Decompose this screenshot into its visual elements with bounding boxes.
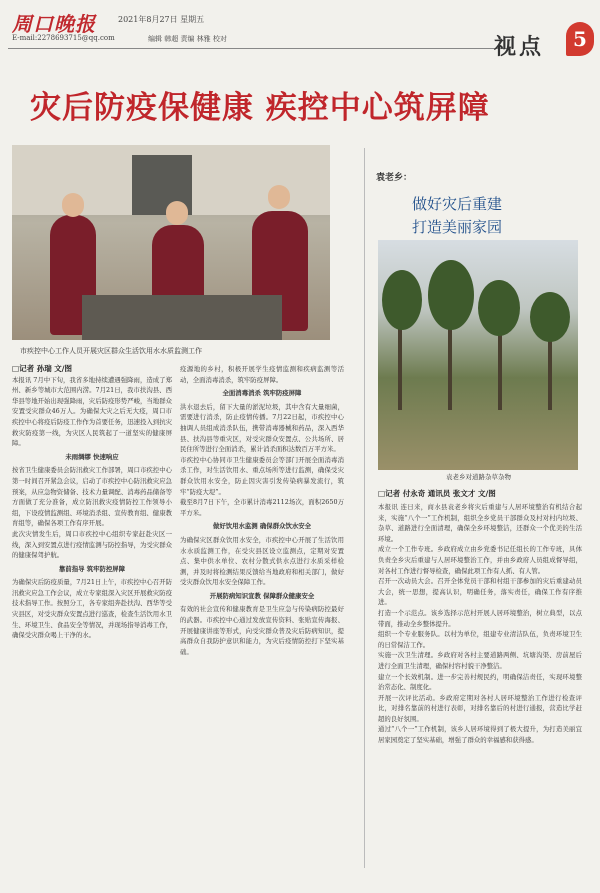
- article-column-1: [12, 364, 172, 864]
- paragraph: 洪水退去后，留下大量的淤泥垃圾，其中含有大量细菌，需要进行消杀，防止疫情传播。7月22日起，市疾控中心抽调人员组成消杀队伍，携带消毒器械和药品，深入西华县、扶沟县等重灾区，对受灾群众安置点、公共场所、居民住所等进行全面消杀，累计消杀面积达数百万平方米。: [180, 402, 344, 454]
- paragraph: 疫源地的乡村，积极开展学生疫情监测和疾病监测等活动，全面消毒消杀，筑牢防疫屏障。: [180, 365, 344, 384]
- subheading: 做好饮用水监测 确保群众饮水安全: [212, 522, 312, 531]
- paragraph: 召开一次动员大会。召开全体党员干部和村组干部参加的灾后重建动员大会，统一思想，提高认识，明确任务，落实责任，确保工作有序推进。: [378, 577, 582, 607]
- sidebar-title-line1: 做好灾后重建: [412, 195, 503, 213]
- paragraph: 本报讯 连日来，商水县袁老乡将灾后重建与人居环境整治有机结合起来，实施“八个一”工作机制，组织全乡党员干部群众及村对村内垃圾、杂草、道路进行全面清理，确保全乡环境整洁，还群众一个优美的生活环境。: [378, 503, 582, 543]
- paragraph: 有效的社会宣传和健康教育是卫生应急与传染病防控最好的武器。市疾控中心通过发放宣传资料、张贴宣传海报、开展健康讲座等形式，向受灾群众普及灾后防病知识，提高群众自我防护意识和能力，为灾后疫情防控打下坚实基础。: [180, 605, 344, 656]
- paragraph: 按省卫生健康委员会防汛救灾工作部署，周口市疾控中心第一时间召开紧急会议，启动了市疾控中心防汛救灾应急预案，从应急物资储备、技术力量调配、消毒药品储备等方面做了充分准备，成立防汛救灾疫情防控工作领导小组，下设疫情监测组、环境消杀组、宣传教育组、健康教育组等，确保各项工作有序开展。: [12, 466, 172, 528]
- paragraph: 组织一个专业服务队。以村为单位，组建专业清洁队伍，负责环境卫生的日常保洁工作。: [378, 630, 582, 649]
- paragraph: 本报讯 7月中下旬，我省多地持续遭遇强降雨，造成了郑州、新乡等城市大范围内涝。7月21日，我市扶沟县、西华县等地开始出现强降雨，灾后防疫形势严峻，当地群众安置受灾群众46万人。为确保大灾之后无大疫，周口市疾控中心将疫后防疫工作作为首要任务，迅速投入到抗灾救灾防疫第一线，为灾区人民筑起了一道坚实的健康屏障。: [12, 375, 172, 448]
- sidebar-photo-caption: 袁老乡对道路杂草杂物: [446, 473, 511, 481]
- paragraph: 此次灾情发生后，周口市疾控中心组织专家赶赴灾区一线，深入到安置点进行疫情监测与防控指导，为受灾群众的健康保驾护航。: [12, 529, 172, 560]
- main-photo: [12, 145, 330, 340]
- issue-date: 2021年8月27日 星期五: [118, 15, 205, 24]
- paragraph: 打造一个示范点。该乡选择示范村开展人居环境整治，树立典型，以点带面，推动全乡整体提升。: [378, 608, 582, 628]
- paragraph: 开展一次评比活动。乡政府定期对各村人居环境整治工作进行检查评比，对排名靠前的村进行表彰，对排名靠后的村进行通报，营造比学赶超的良好氛围。: [378, 693, 582, 723]
- paragraph: 市疾控中心协同市卫生健康委员会等部门开展全面消毒消杀工作，对生活饮用水、重点场所等进行监测，确保受灾群众饮用水安全，防止因灾害引发传染病暴发流行，筑牢“防疫大堤”。: [180, 455, 344, 496]
- paragraph: 为确保灾后防疫质量，7月21日上午，市疾控中心召开防汛救灾应急工作会议，成立专家组深入灾区开展救灾防疫技术指导工作。按照分工，各专家组奔赴扶沟、西华等受灾县区，对受灾群众安置点进行巡查，检查生活饮用水卫生、环境卫生、食品安全等情况，并现场指导消毒工作，确保受灾群众喝上干净的水。: [12, 578, 172, 640]
- subheading: 未雨绸缪 快速响应: [65, 452, 119, 461]
- sidebar-byline: □记者 付永奇 通讯员 张文才 文/图: [378, 489, 496, 498]
- page-number-badge: 5: [566, 22, 594, 56]
- subheading: 开展防病知识宣教 保障群众健康安全: [209, 591, 315, 600]
- sidebar-label: 袁老乡：: [376, 173, 413, 183]
- paragraph: 建立一个长效机制。进一步完善村规民约，明确保洁责任，实现环境整治常态化、制度化。: [378, 672, 582, 692]
- paragraph: 成立一个工作专班。乡政府成立由乡党委书记任组长的工作专班，具体负责全乡灾后重建与人居环境整治工作，并由乡政府人员组成督导组，对各村工作进行督导检查，确保此项工作有人抓、有人管。: [378, 545, 582, 575]
- section-title: 视点: [494, 34, 545, 60]
- contact-email: E-mail:2278693715@qq.com: [12, 34, 115, 42]
- main-headline: 灾后防疫保健康 疾控中心筑屏障: [30, 90, 490, 126]
- paragraph: 截至8月7日下午，全市累计消毒2112场次，面积2650万平方米。: [180, 498, 344, 517]
- sidebar-body: [378, 502, 582, 864]
- main-photo-caption: 市疾控中心工作人员开展灾区群众生活饮用水水质监测工作: [20, 347, 202, 355]
- paragraph: 实施一次卫生清理。乡政府对各村主要道路两侧、坑塘沟渠、房前屋后进行全面卫生清理，确保村容村貌干净整洁。: [378, 651, 582, 670]
- subheading: 靠前指导 筑牢防控屏障: [58, 564, 126, 573]
- paragraph: 为确保灾区群众饮用水安全，市疾控中心开展了生活饮用水水质监测工作，在受灾县区设立监测点，定期对安置点、集中供水单位、农村分散式供水点进行水质采样检测，并及时将检测结果反馈给当地政府和相关部门，做好受灾群众饮用水安全保障工作。: [180, 535, 344, 587]
- newspaper-logo: 周口晚报: [12, 12, 96, 36]
- main-byline: □记者 孙瑞 文/图: [12, 364, 73, 373]
- sidebar-title-line2: 打造美丽家园: [412, 218, 503, 236]
- masthead-divider: [8, 48, 508, 49]
- masthead: [8, 4, 598, 66]
- subheading: 全面消毒消杀 筑牢防疫屏障: [222, 389, 302, 398]
- editor-credits: 编辑 韩超 责编 林雅 校对: [148, 35, 227, 43]
- sidebar-photo: [378, 240, 578, 470]
- paragraph: 通过“八个一”工作机制，该乡人居环境得到了极大提升，为打造美丽宜居家园奠定了坚实基础，增强了群众的幸福感和获得感。: [378, 725, 582, 745]
- article-column-2: [180, 364, 344, 864]
